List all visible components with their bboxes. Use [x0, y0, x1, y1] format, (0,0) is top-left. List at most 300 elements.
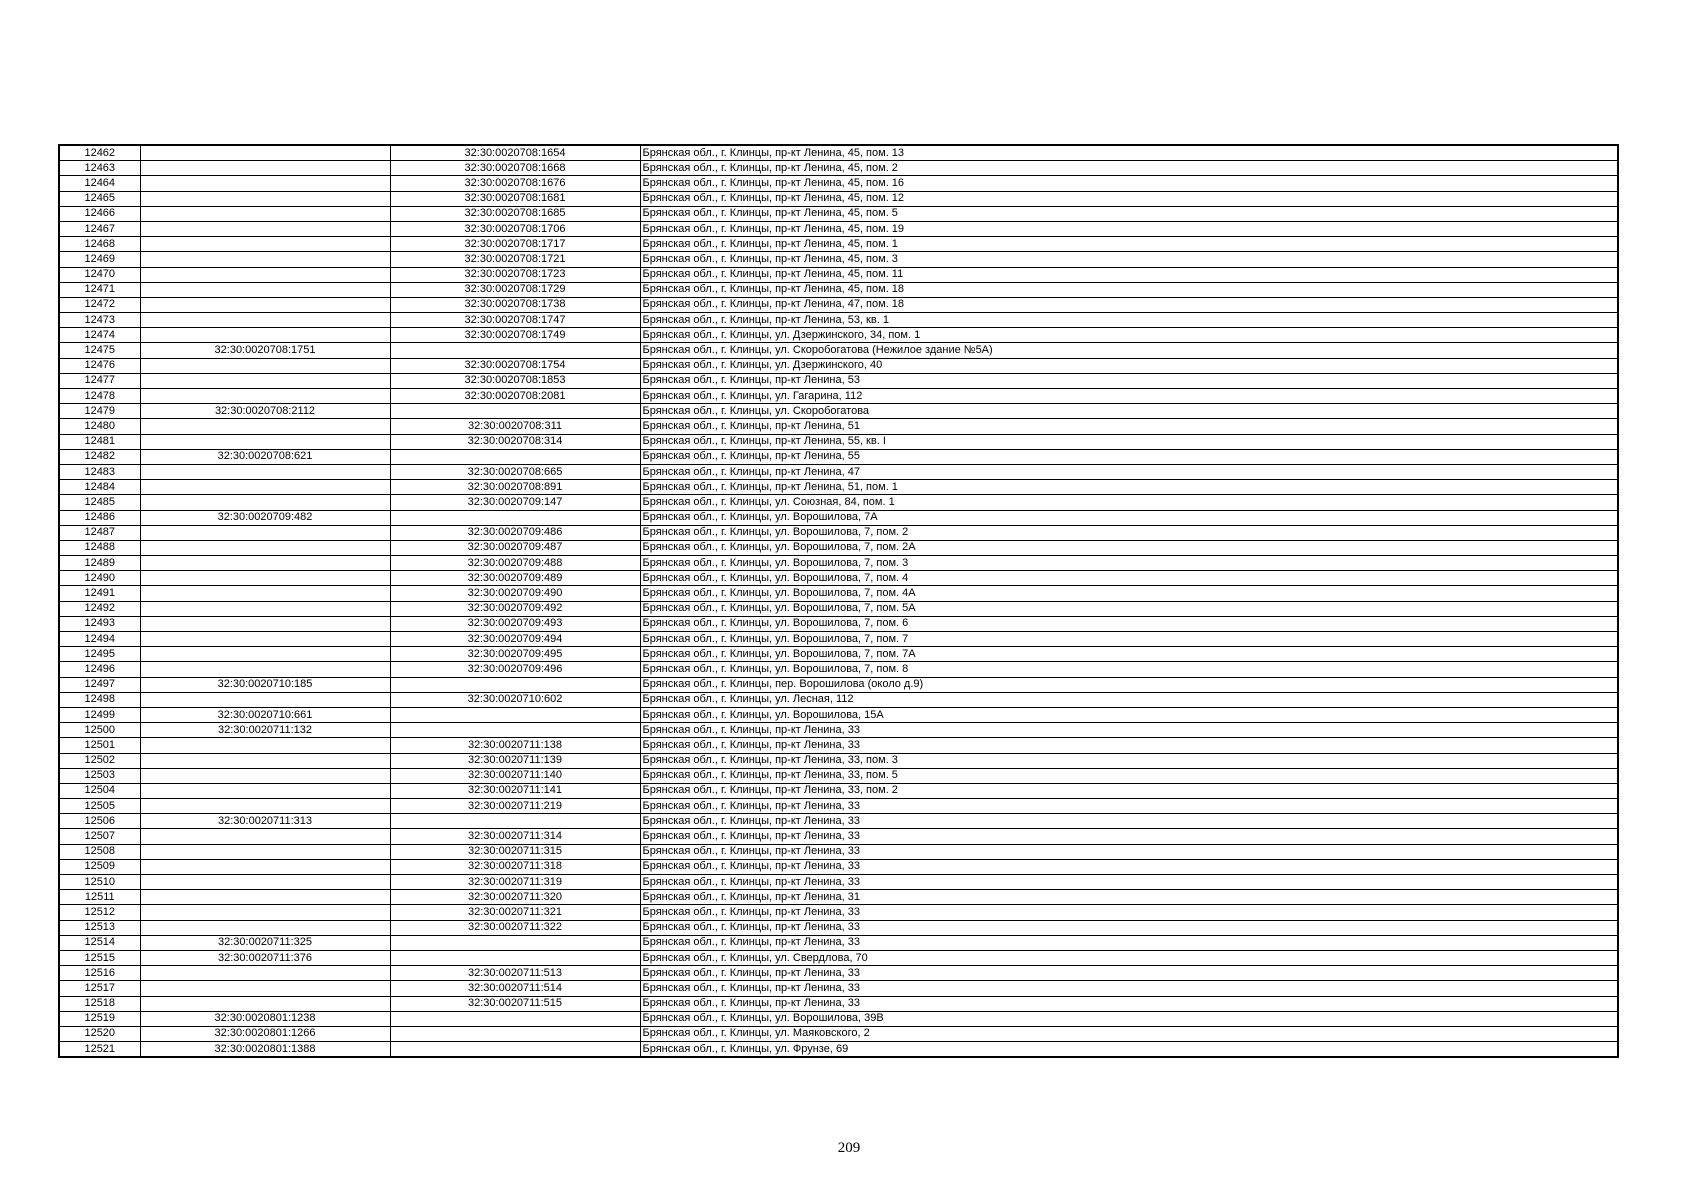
row-number-cell: 12476 [59, 358, 140, 373]
row-number-cell: 12517 [59, 981, 140, 996]
cadastral-number-cell [140, 297, 390, 312]
cadastral-number-alt-cell: 32:30:0020711:513 [390, 966, 640, 981]
cadastral-number-alt-cell: 32:30:0020709:494 [390, 632, 640, 647]
row-number-cell: 12492 [59, 601, 140, 616]
row-number-cell: 12477 [59, 373, 140, 388]
row-number-cell: 12510 [59, 875, 140, 890]
row-number-cell: 12462 [59, 145, 140, 161]
table-row [59, 464, 1618, 479]
cadastral-number-cell: 32:30:0020801:1388 [140, 1042, 390, 1058]
cadastral-number-alt-cell: 32:30:0020708:1721 [390, 252, 640, 267]
table-row [59, 601, 1618, 616]
cadastral-number-cell [140, 616, 390, 631]
table-row [59, 389, 1618, 404]
cadastral-number-cell [140, 267, 390, 282]
cadastral-number-cell [140, 373, 390, 388]
row-number-cell: 12464 [59, 176, 140, 191]
address-cell: Брянская обл., г. Клинцы, пр-кт Ленина, 33 [640, 905, 1618, 920]
address-cell: Брянская обл., г. Клинцы, пр-кт Ленина, 51, пом. 1 [640, 480, 1618, 495]
cadastral-number-alt-cell [390, 814, 640, 829]
table-row [59, 297, 1618, 312]
cadastral-number-cell [140, 176, 390, 191]
address-cell: Брянская обл., г. Клинцы, пр-кт Ленина, 33 [640, 859, 1618, 874]
cadastral-number-alt-cell: 32:30:0020711:514 [390, 981, 640, 996]
table-row [59, 783, 1618, 798]
table-row [59, 875, 1618, 890]
address-cell: Брянская обл., г. Клинцы, пр-кт Ленина, 33 [640, 723, 1618, 738]
table-row [59, 799, 1618, 814]
table-row [59, 1042, 1618, 1058]
table-row [59, 571, 1618, 586]
cadastral-number-cell: 32:30:0020708:621 [140, 449, 390, 464]
cadastral-number-alt-cell: 32:30:0020709:147 [390, 495, 640, 510]
registry-table-body [59, 145, 1618, 1057]
address-cell: Брянская обл., г. Клинцы, пр-кт Ленина, 33 [640, 844, 1618, 859]
table-row [59, 950, 1618, 965]
table-row [59, 237, 1618, 252]
row-number-cell: 12463 [59, 161, 140, 176]
table-row [59, 145, 1618, 161]
cadastral-number-cell: 32:30:0020711:313 [140, 814, 390, 829]
cadastral-number-alt-cell: 32:30:0020708:1668 [390, 161, 640, 176]
cadastral-number-alt-cell: 32:30:0020708:1685 [390, 206, 640, 221]
row-number-cell: 12506 [59, 814, 140, 829]
address-cell: Брянская обл., г. Клинцы, пр-кт Ленина, 45, пом. 13 [640, 145, 1618, 161]
row-number-cell: 12490 [59, 571, 140, 586]
cadastral-number-alt-cell: 32:30:0020711:321 [390, 905, 640, 920]
table-row [59, 267, 1618, 282]
table-row [59, 282, 1618, 297]
cadastral-number-cell: 32:30:0020801:1238 [140, 1011, 390, 1026]
cadastral-number-cell [140, 206, 390, 221]
cadastral-number-cell [140, 237, 390, 252]
row-number-cell: 12518 [59, 996, 140, 1011]
cadastral-number-alt-cell: 32:30:0020708:1853 [390, 373, 640, 388]
cadastral-number-cell [140, 586, 390, 601]
cadastral-number-cell [140, 647, 390, 662]
row-number-cell: 12509 [59, 859, 140, 874]
cadastral-number-alt-cell [390, 935, 640, 950]
cadastral-number-alt-cell [390, 707, 640, 722]
table-row [59, 723, 1618, 738]
table-row [59, 844, 1618, 859]
address-cell: Брянская обл., г. Клинцы, пр-кт Ленина, 31 [640, 890, 1618, 905]
row-number-cell: 12491 [59, 586, 140, 601]
address-cell: Брянская обл., г. Клинцы, пр-кт Ленина, 53 [640, 373, 1618, 388]
cadastral-number-cell: 32:30:0020711:325 [140, 935, 390, 950]
address-cell: Брянская обл., г. Клинцы, пр-кт Ленина, 45, пом. 3 [640, 252, 1618, 267]
cadastral-number-alt-cell: 32:30:0020708:1723 [390, 267, 640, 282]
cadastral-number-cell [140, 890, 390, 905]
table-row [59, 525, 1618, 540]
cadastral-number-cell [140, 844, 390, 859]
cadastral-number-cell: 32:30:0020710:185 [140, 677, 390, 692]
row-number-cell: 12505 [59, 799, 140, 814]
address-cell: Брянская обл., г. Клинцы, пр-кт Ленина, 33, пом. 5 [640, 768, 1618, 783]
address-cell: Брянская обл., г. Клинцы, ул. Лесная, 112 [640, 692, 1618, 707]
row-number-cell: 12472 [59, 297, 140, 312]
cadastral-number-cell [140, 859, 390, 874]
row-number-cell: 12519 [59, 1011, 140, 1026]
address-cell: Брянская обл., г. Клинцы, ул. Союзная, 84, пом. 1 [640, 495, 1618, 510]
address-cell: Брянская обл., г. Клинцы, пр-кт Ленина, 47 [640, 464, 1618, 479]
cadastral-number-alt-cell: 32:30:0020709:493 [390, 616, 640, 631]
table-row [59, 890, 1618, 905]
cadastral-number-cell [140, 525, 390, 540]
address-cell: Брянская обл., г. Клинцы, пр-кт Ленина, 33 [640, 814, 1618, 829]
address-cell: Брянская обл., г. Клинцы, ул. Ворошилова, 7, пом. 8 [640, 662, 1618, 677]
table-row [59, 692, 1618, 707]
cadastral-number-alt-cell: 32:30:0020709:496 [390, 662, 640, 677]
cadastral-number-cell [140, 282, 390, 297]
address-cell: Брянская обл., г. Клинцы, пр-кт Ленина, 33 [640, 920, 1618, 935]
cadastral-number-alt-cell: 32:30:0020708:1717 [390, 237, 640, 252]
address-cell: Брянская обл., г. Клинцы, пр-кт Ленина, 45, пом. 18 [640, 282, 1618, 297]
cadastral-number-alt-cell: 32:30:0020711:138 [390, 738, 640, 753]
row-number-cell: 12497 [59, 677, 140, 692]
table-row [59, 753, 1618, 768]
row-number-cell: 12478 [59, 389, 140, 404]
table-row [59, 859, 1618, 874]
table-row [59, 252, 1618, 267]
row-number-cell: 12488 [59, 540, 140, 555]
table-row [59, 176, 1618, 191]
address-cell: Брянская обл., г. Клинцы, ул. Свердлова, 70 [640, 950, 1618, 965]
cadastral-number-alt-cell: 32:30:0020709:495 [390, 647, 640, 662]
row-number-cell: 12507 [59, 829, 140, 844]
cadastral-number-alt-cell: 32:30:0020709:486 [390, 525, 640, 540]
cadastral-number-alt-cell: 32:30:0020708:891 [390, 480, 640, 495]
cadastral-number-cell [140, 753, 390, 768]
row-number-cell: 12493 [59, 616, 140, 631]
address-cell: Брянская обл., г. Клинцы, пр-кт Ленина, 33 [640, 935, 1618, 950]
table-row [59, 768, 1618, 783]
row-number-cell: 12513 [59, 920, 140, 935]
table-row [59, 419, 1618, 434]
row-number-cell: 12514 [59, 935, 140, 950]
table-row [59, 905, 1618, 920]
address-cell: Брянская обл., г. Клинцы, пр-кт Ленина, 33 [640, 829, 1618, 844]
cadastral-number-cell [140, 252, 390, 267]
cadastral-number-cell [140, 419, 390, 434]
address-cell: Брянская обл., г. Клинцы, пр-кт Ленина, 33, пом. 2 [640, 783, 1618, 798]
cadastral-number-cell: 32:30:0020709:482 [140, 510, 390, 525]
row-number-cell: 12521 [59, 1042, 140, 1058]
row-number-cell: 12489 [59, 556, 140, 571]
table-row [59, 996, 1618, 1011]
address-cell: Брянская обл., г. Клинцы, пр-кт Ленина, 45, пом. 1 [640, 237, 1618, 252]
table-row [59, 510, 1618, 525]
row-number-cell: 12500 [59, 723, 140, 738]
address-cell: Брянская обл., г. Клинцы, пр-кт Ленина, 45, пом. 12 [640, 191, 1618, 206]
cadastral-number-cell [140, 480, 390, 495]
cadastral-number-cell [140, 556, 390, 571]
row-number-cell: 12471 [59, 282, 140, 297]
cadastral-number-alt-cell [390, 449, 640, 464]
cadastral-number-alt-cell: 32:30:0020711:320 [390, 890, 640, 905]
address-cell: Брянская обл., г. Клинцы, пр-кт Ленина, 45, пом. 11 [640, 267, 1618, 282]
page-number: 209 [837, 1140, 861, 1156]
cadastral-number-alt-cell: 32:30:0020711:318 [390, 859, 640, 874]
address-cell: Брянская обл., г. Клинцы, пр-кт Ленина, 33 [640, 875, 1618, 890]
cadastral-number-cell [140, 434, 390, 449]
cadastral-number-cell [140, 905, 390, 920]
table-row [59, 540, 1618, 555]
table-row [59, 328, 1618, 343]
row-number-cell: 12504 [59, 783, 140, 798]
table-row [59, 647, 1618, 662]
row-number-cell: 12486 [59, 510, 140, 525]
cadastral-number-alt-cell: 32:30:0020708:2081 [390, 389, 640, 404]
cadastral-number-alt-cell: 32:30:0020711:322 [390, 920, 640, 935]
address-cell: Брянская обл., г. Клинцы, ул. Ворошилова, 7, пом. 3 [640, 556, 1618, 571]
table-row [59, 358, 1618, 373]
cadastral-number-cell [140, 662, 390, 677]
cadastral-number-alt-cell: 32:30:0020709:492 [390, 601, 640, 616]
table-row [59, 814, 1618, 829]
cadastral-number-alt-cell: 32:30:0020709:487 [390, 540, 640, 555]
cadastral-number-alt-cell: 32:30:0020710:602 [390, 692, 640, 707]
table-row [59, 829, 1618, 844]
cadastral-number-alt-cell: 32:30:0020711:319 [390, 875, 640, 890]
row-number-cell: 12485 [59, 495, 140, 510]
row-number-cell: 12502 [59, 753, 140, 768]
row-number-cell: 12465 [59, 191, 140, 206]
row-number-cell: 12470 [59, 267, 140, 282]
cadastral-number-alt-cell: 32:30:0020711:140 [390, 768, 640, 783]
cadastral-number-cell [140, 389, 390, 404]
row-number-cell: 12516 [59, 966, 140, 981]
table-row [59, 981, 1618, 996]
cadastral-number-alt-cell: 32:30:0020709:489 [390, 571, 640, 586]
address-cell: Брянская обл., г. Клинцы, пр-кт Ленина, 45, пом. 16 [640, 176, 1618, 191]
cadastral-number-cell: 32:30:0020708:1751 [140, 343, 390, 358]
cadastral-number-alt-cell: 32:30:0020708:1754 [390, 358, 640, 373]
cadastral-number-cell: 32:30:0020711:132 [140, 723, 390, 738]
cadastral-number-alt-cell [390, 343, 640, 358]
row-number-cell: 12496 [59, 662, 140, 677]
table-row [59, 434, 1618, 449]
cadastral-number-alt-cell [390, 950, 640, 965]
table-row [59, 586, 1618, 601]
cadastral-number-cell: 32:30:0020710:661 [140, 707, 390, 722]
address-cell: Брянская обл., г. Клинцы, пр-кт Ленина, 45, пом. 5 [640, 206, 1618, 221]
cadastral-number-alt-cell: 32:30:0020708:1706 [390, 221, 640, 236]
cadastral-number-cell: 32:30:0020711:376 [140, 950, 390, 965]
cadastral-number-alt-cell: 32:30:0020709:490 [390, 586, 640, 601]
cadastral-number-cell [140, 966, 390, 981]
address-cell: Брянская обл., г. Клинцы, ул. Дзержинского, 40 [640, 358, 1618, 373]
cadastral-number-cell: 32:30:0020708:2112 [140, 404, 390, 419]
cadastral-number-cell [140, 799, 390, 814]
table-row [59, 1011, 1618, 1026]
address-cell: Брянская обл., г. Клинцы, пр-кт Ленина, 33, пом. 3 [640, 753, 1618, 768]
table-row [59, 966, 1618, 981]
table-row [59, 404, 1618, 419]
cadastral-number-cell [140, 738, 390, 753]
cadastral-number-alt-cell: 32:30:0020708:1738 [390, 297, 640, 312]
row-number-cell: 12473 [59, 313, 140, 328]
row-number-cell: 12508 [59, 844, 140, 859]
cadastral-number-alt-cell: 32:30:0020711:219 [390, 799, 640, 814]
table-row [59, 373, 1618, 388]
address-cell: Брянская обл., г. Клинцы, пр-кт Ленина, 33 [640, 981, 1618, 996]
address-cell: Брянская обл., г. Клинцы, ул. Ворошилова, 7, пом. 4А [640, 586, 1618, 601]
table-row [59, 662, 1618, 677]
row-number-cell: 12498 [59, 692, 140, 707]
address-cell: Брянская обл., г. Клинцы, пр-кт Ленина, 53, кв. 1 [640, 313, 1618, 328]
address-cell: Брянская обл., г. Клинцы, ул. Ворошилова, 7, пом. 6 [640, 616, 1618, 631]
address-cell: Брянская обл., г. Клинцы, пр-кт Ленина, 47, пом. 18 [640, 297, 1618, 312]
address-cell: Брянская обл., г. Клинцы, ул. Дзержинского, 34, пом. 1 [640, 328, 1618, 343]
address-cell: Брянская обл., г. Клинцы, ул. Ворошилова, 15А [640, 707, 1618, 722]
row-number-cell: 12481 [59, 434, 140, 449]
row-number-cell: 12475 [59, 343, 140, 358]
row-number-cell: 12467 [59, 221, 140, 236]
cadastral-number-cell [140, 464, 390, 479]
table-row [59, 935, 1618, 950]
row-number-cell: 12512 [59, 905, 140, 920]
row-number-cell: 12494 [59, 632, 140, 647]
row-number-cell: 12482 [59, 449, 140, 464]
row-number-cell: 12466 [59, 206, 140, 221]
row-number-cell: 12501 [59, 738, 140, 753]
address-cell: Брянская обл., г. Клинцы, пр-кт Ленина, 51 [640, 419, 1618, 434]
cadastral-number-cell [140, 328, 390, 343]
cadastral-number-alt-cell: 32:30:0020708:314 [390, 434, 640, 449]
address-cell: Брянская обл., г. Клинцы, пр-кт Ленина, 45, пом. 2 [640, 161, 1618, 176]
row-number-cell: 12479 [59, 404, 140, 419]
cadastral-number-cell [140, 221, 390, 236]
row-number-cell: 12487 [59, 525, 140, 540]
table-row [59, 480, 1618, 495]
table-row [59, 343, 1618, 358]
cadastral-number-alt-cell: 32:30:0020709:488 [390, 556, 640, 571]
row-number-cell: 12515 [59, 950, 140, 965]
address-cell: Брянская обл., г. Клинцы, ул. Гагарина, 112 [640, 389, 1618, 404]
address-cell: Брянская обл., г. Клинцы, ул. Ворошилова, 7, пом. 7 [640, 632, 1618, 647]
cadastral-number-cell [140, 920, 390, 935]
cadastral-number-alt-cell: 32:30:0020708:311 [390, 419, 640, 434]
cadastral-number-cell [140, 540, 390, 555]
cadastral-number-alt-cell [390, 677, 640, 692]
cadastral-number-alt-cell: 32:30:0020708:1681 [390, 191, 640, 206]
cadastral-number-alt-cell: 32:30:0020711:315 [390, 844, 640, 859]
registry-table [58, 144, 1619, 1058]
cadastral-number-cell [140, 161, 390, 176]
cadastral-number-alt-cell: 32:30:0020708:1749 [390, 328, 640, 343]
table-row [59, 191, 1618, 206]
row-number-cell: 12495 [59, 647, 140, 662]
table-row [59, 632, 1618, 647]
table-row [59, 449, 1618, 464]
cadastral-number-cell [140, 495, 390, 510]
cadastral-number-alt-cell: 32:30:0020711:141 [390, 783, 640, 798]
address-cell: Брянская обл., г. Клинцы, ул. Ворошилова, 39В [640, 1011, 1618, 1026]
table-row [59, 206, 1618, 221]
row-number-cell: 12484 [59, 480, 140, 495]
row-number-cell: 12480 [59, 419, 140, 434]
cadastral-number-alt-cell [390, 1011, 640, 1026]
cadastral-number-cell [140, 692, 390, 707]
table-row [59, 221, 1618, 236]
cadastral-number-cell [140, 358, 390, 373]
address-cell: Брянская обл., г. Клинцы, пр-кт Ленина, 33 [640, 738, 1618, 753]
cadastral-number-cell [140, 768, 390, 783]
address-cell: Брянская обл., г. Клинцы, ул. Скоробогатова (Нежилое здание №5А) [640, 343, 1618, 358]
address-cell: Брянская обл., г. Клинцы, пр-кт Ленина, 55 [640, 449, 1618, 464]
address-cell: Брянская обл., г. Клинцы, пр-кт Ленина, 33 [640, 966, 1618, 981]
address-cell: Брянская обл., г. Клинцы, ул. Ворошилова, 7, пом. 7А [640, 647, 1618, 662]
cadastral-number-cell [140, 875, 390, 890]
address-cell: Брянская обл., г. Клинцы, ул. Скоробогатова [640, 404, 1618, 419]
cadastral-number-alt-cell [390, 723, 640, 738]
table-row [59, 495, 1618, 510]
cadastral-number-cell [140, 829, 390, 844]
address-cell: Брянская обл., г. Клинцы, ул. Ворошилова, 7, пом. 5А [640, 601, 1618, 616]
cadastral-number-alt-cell: 32:30:0020708:665 [390, 464, 640, 479]
cadastral-number-cell [140, 313, 390, 328]
cadastral-number-cell: 32:30:0020801:1266 [140, 1026, 390, 1041]
cadastral-number-alt-cell [390, 1026, 640, 1041]
row-number-cell: 12468 [59, 237, 140, 252]
table-row [59, 616, 1618, 631]
address-cell: Брянская обл., г. Клинцы, ул. Ворошилова, 7, пом. 2 [640, 525, 1618, 540]
cadastral-number-cell [140, 632, 390, 647]
table-row [59, 738, 1618, 753]
address-cell: Брянская обл., г. Клинцы, пр-кт Ленина, 55, кв. I [640, 434, 1618, 449]
address-cell: Брянская обл., г. Клинцы, ул. Ворошилова, 7А [640, 510, 1618, 525]
table-row [59, 920, 1618, 935]
table-row [59, 677, 1618, 692]
row-number-cell: 12483 [59, 464, 140, 479]
address-cell: Брянская обл., г. Клинцы, пр-кт Ленина, 33 [640, 799, 1618, 814]
table-row [59, 1026, 1618, 1041]
address-cell: Брянская обл., г. Клинцы, пр-кт Ленина, 33 [640, 996, 1618, 1011]
cadastral-number-alt-cell [390, 510, 640, 525]
cadastral-number-alt-cell: 32:30:0020711:314 [390, 829, 640, 844]
table-row [59, 161, 1618, 176]
cadastral-number-alt-cell: 32:30:0020708:1654 [390, 145, 640, 161]
cadastral-number-cell [140, 996, 390, 1011]
row-number-cell: 12499 [59, 707, 140, 722]
address-cell: Брянская обл., г. Клинцы, ул. Фрунзе, 69 [640, 1042, 1618, 1058]
row-number-cell: 12469 [59, 252, 140, 267]
cadastral-number-alt-cell: 32:30:0020708:1747 [390, 313, 640, 328]
cadastral-number-cell [140, 191, 390, 206]
row-number-cell: 12474 [59, 328, 140, 343]
cadastral-number-alt-cell: 32:30:0020711:515 [390, 996, 640, 1011]
cadastral-number-cell [140, 601, 390, 616]
address-cell: Брянская обл., г. Клинцы, ул. Маяковского, 2 [640, 1026, 1618, 1041]
address-cell: Брянская обл., г. Клинцы, ул. Ворошилова, 7, пом. 4 [640, 571, 1618, 586]
cadastral-number-alt-cell [390, 1042, 640, 1058]
cadastral-number-alt-cell [390, 404, 640, 419]
table-row [59, 313, 1618, 328]
cadastral-number-cell [140, 981, 390, 996]
table-row [59, 707, 1618, 722]
cadastral-number-alt-cell: 32:30:0020708:1676 [390, 176, 640, 191]
cadastral-number-cell [140, 571, 390, 586]
cadastral-number-alt-cell: 32:30:0020711:139 [390, 753, 640, 768]
row-number-cell: 12511 [59, 890, 140, 905]
cadastral-number-alt-cell: 32:30:0020708:1729 [390, 282, 640, 297]
address-cell: Брянская обл., г. Клинцы, пер. Ворошилова (около д.9) [640, 677, 1618, 692]
row-number-cell: 12503 [59, 768, 140, 783]
cadastral-number-cell [140, 783, 390, 798]
address-cell: Брянская обл., г. Клинцы, пр-кт Ленина, 45, пом. 19 [640, 221, 1618, 236]
cadastral-number-cell [140, 145, 390, 161]
